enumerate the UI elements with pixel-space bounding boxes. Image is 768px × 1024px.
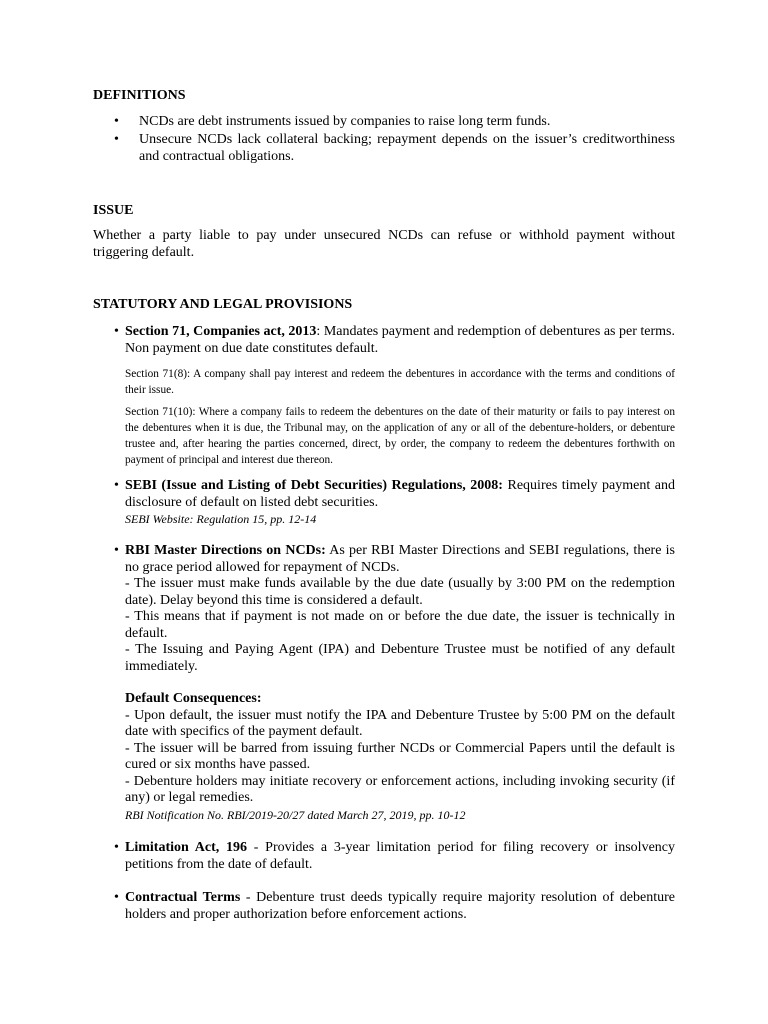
provision-body: - Provides a 3-year limitation period for filing recovery or insolvency petitions from the date of default. [125,840,675,872]
consequences-heading: Default Consequences: [125,691,262,706]
provision-text [125,324,675,357]
issue-text: Whether a party liable to pay under unsecured NCDs can refuse or withhold payment without triggering default. [93,228,675,260]
provision-body: : Mandates payment and redemption of debentures as per terms. Non payment on due date constitutes default. [125,324,676,356]
provision-title: RBI Master Directions on NCDs: [125,543,326,558]
bullet-icon: • [114,543,119,558]
provision-title: Section 71, Companies act, 2013 [125,324,317,339]
provision-title: SEBI (Issue and Listing of Debt Securities) Regulations, 2008: [125,478,503,493]
consequence-point: - Upon default, the issuer must notify the IPA and Debenture Trustee by 5:00 PM on the default date with specifics of the payment default. [125,707,675,739]
provision-text [125,890,675,923]
provision-text [125,543,675,675]
rbi-citation: RBI Notification No. RBI/2019-20/27 dated March 27, 2019, pp. 10-12 [125,808,466,822]
provision-title: Contractual Terms [125,890,241,905]
bullet-icon: • [114,132,119,147]
provisions-heading: STATUTORY AND LEGAL PROVISIONS [93,297,353,312]
rbi-point: - The issuer must make funds available by the due date (usually by 3:00 PM on the redemption date). Delay beyond this time is considered a default. [125,576,675,608]
section71-10-quote: Section 71(10): Where a company fails to redeem the debentures on the date of their maturity or fails to pay interest on the debentures when it is due, the Tribunal may, on the application of any or all of the debenture-holders, or debenture trustee and, after hearing the parties concerned, direct, by order, the company to redeem the debentures forthwith on payment of principal and interest due thereon. [125,406,675,466]
provision-body: - Debenture trust deeds typically require majority resolution of debenture holders and proper authorization before enforcement actions. [125,890,675,922]
definitions-heading: DEFINITIONS [93,88,186,103]
rbi-consequences [125,691,675,807]
issue-heading: ISSUE [93,203,134,218]
consequence-point: - Debenture holders may initiate recovery or enforcement actions, including invoking security (if any) or legal remedies. [125,773,675,805]
bullet-icon: • [114,114,119,129]
provision-body: Requires timely payment and disclosure of default on listed debt securities. [125,478,675,510]
provision-title: Limitation Act, 196 [125,840,247,855]
provision-body: As per RBI Master Directions and SEBI regulations, there is no grace period allowed for repayment of NCDs. [125,543,675,575]
bullet-icon: • [114,478,119,493]
provision-text [125,840,675,873]
rbi-point: - This means that if payment is not made on or before the due date, the issuer is technically in default. [125,609,675,641]
bullet-icon: • [114,324,119,339]
rbi-point: - The Issuing and Paying Agent (IPA) and Debenture Trustee must be notified of any default immediately. [125,642,675,674]
bullet-icon: • [114,890,119,905]
provision-text [125,478,675,511]
definition-text: NCDs are debt instruments issued by companies to raise long term funds. [139,114,551,129]
definition-text: Unsecure NCDs lack collateral backing; repayment depends on the issuer’s creditworthiness and contractual obligations. [139,132,675,164]
bullet-icon: • [114,840,119,855]
sebi-citation: SEBI Website: Regulation 15, pp. 12-14 [125,512,317,526]
consequence-point: - The issuer will be barred from issuing further NCDs or Commercial Papers until the default is cured or six months have passed. [125,740,675,772]
section71-8-quote: Section 71(8): A company shall pay interest and redeem the debentures in accordance with the terms and conditions of their issue. [125,368,675,396]
